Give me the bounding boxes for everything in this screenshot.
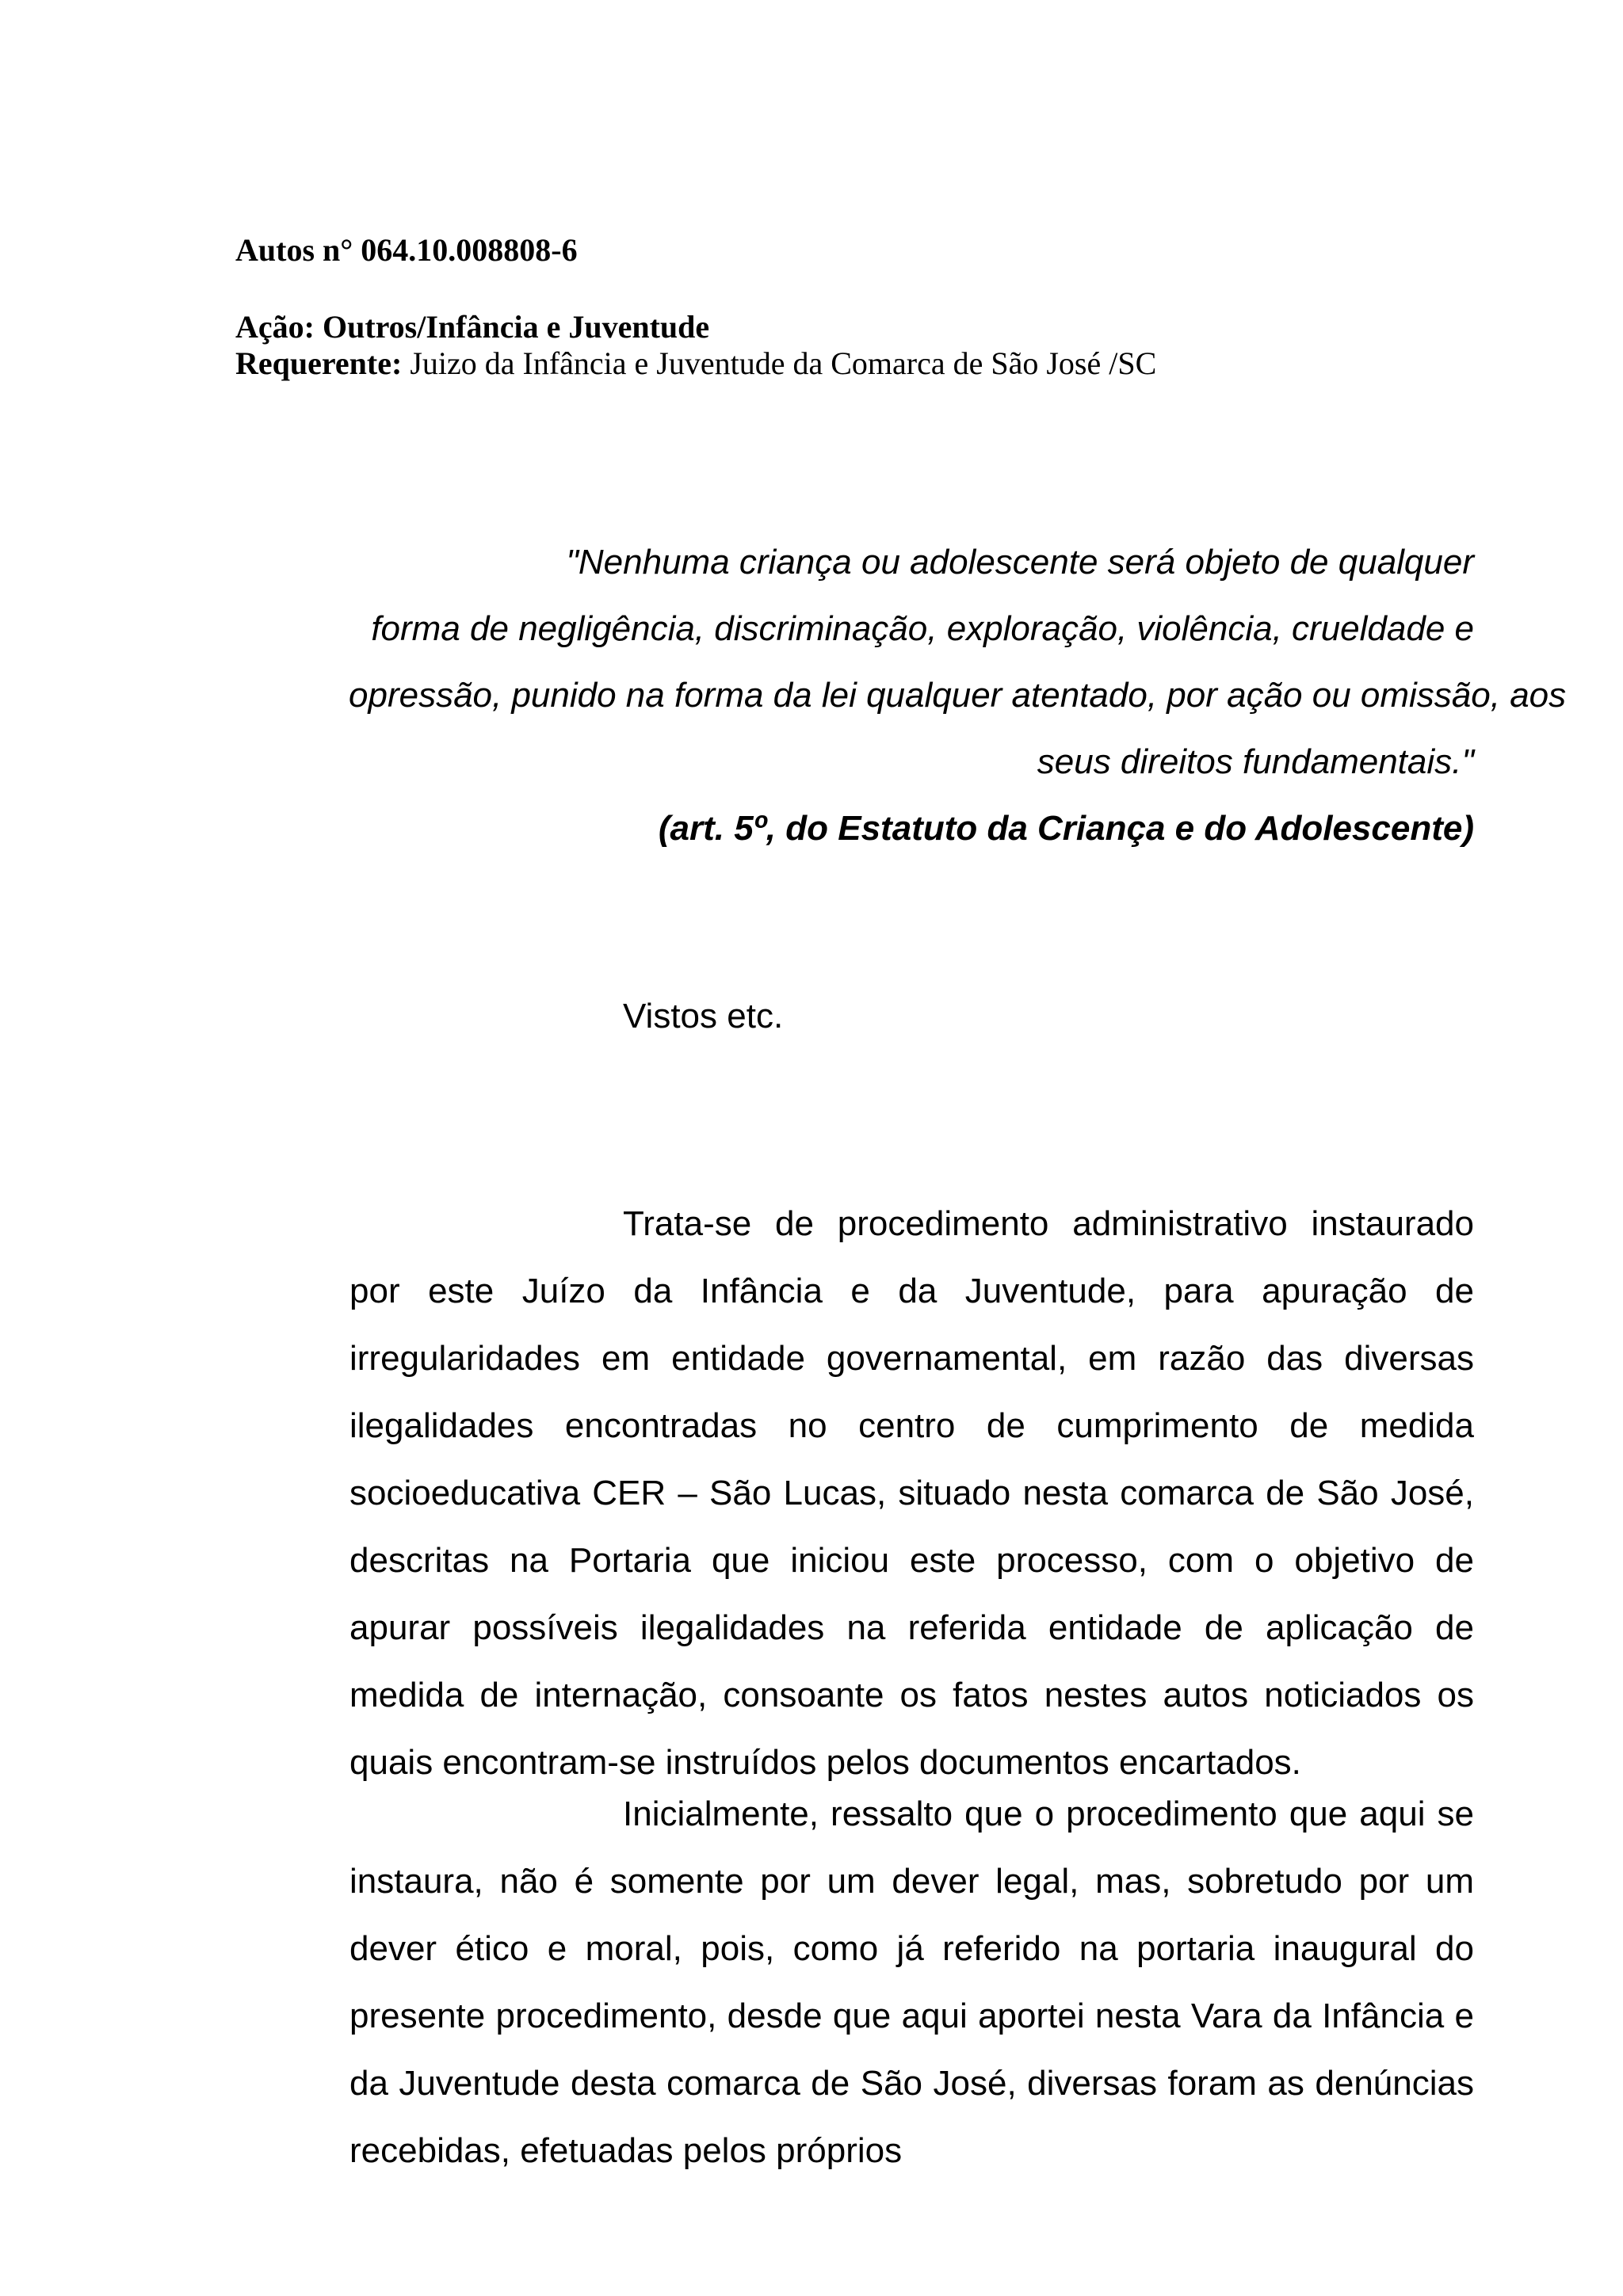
body-paragraph: Trata-se de procedimento administrativo instaurado por este Juízo da Infância e da Juventude, para apuração de irregularidades em entidade governamental, em razão das diversas ilegalidades encontradas no centro de cumprimento de medida socioeducativa CER – São Lucas, situado nesta comarca de São José, descritas na Portaria que iniciou este processo, com o objetivo de apurar possíveis ilegalidades na referida entidade de aplicação de medida de internação, consoante os fatos nestes autos noticiados os quais encontram-se instruídos pelos documentos encartados. (349, 1204, 1474, 1782)
epigraph-quote (349, 529, 1567, 862)
requerente-label: Requerente: (235, 345, 403, 381)
epigraph-line: opressão, punido na forma da lei qualquer atentado, por ação ou omissão, aos (349, 676, 1567, 715)
vistos-heading: Vistos etc. (623, 997, 784, 1035)
epigraph-citation: (art. 5º, do Estatuto da Criança e do Adolescente) (658, 809, 1474, 848)
case-number: Autos n° 064.10.008808-6 (235, 232, 578, 268)
epigraph-line: seus direitos fundamentais." (1037, 742, 1474, 781)
epigraph-line: "Nenhuma criança ou adolescente será objeto de qualquer (566, 543, 1474, 582)
requerente-line (235, 345, 1156, 382)
epigraph-line: forma de negligência, discriminação, exploração, violência, crueldade e (371, 609, 1474, 648)
requerente-value: Juizo da Infância e Juventude da Comarca de São José /SC (402, 345, 1157, 381)
action-type: Ação: Outros/Infância e Juventude (235, 309, 710, 345)
body-paragraph: Inicialmente, ressalto que o procedimento que aqui se instaura, não é somente por um dever legal, mas, sobretudo por um dever ético e moral, pois, como já referido na portaria inaugural do presente procedimento, desde que aqui aportei nesta Vara da Infância e da Juventude desta comarca de São José, diversas foram as denúncias recebidas, efetuadas pelos próprios (349, 1794, 1474, 2170)
